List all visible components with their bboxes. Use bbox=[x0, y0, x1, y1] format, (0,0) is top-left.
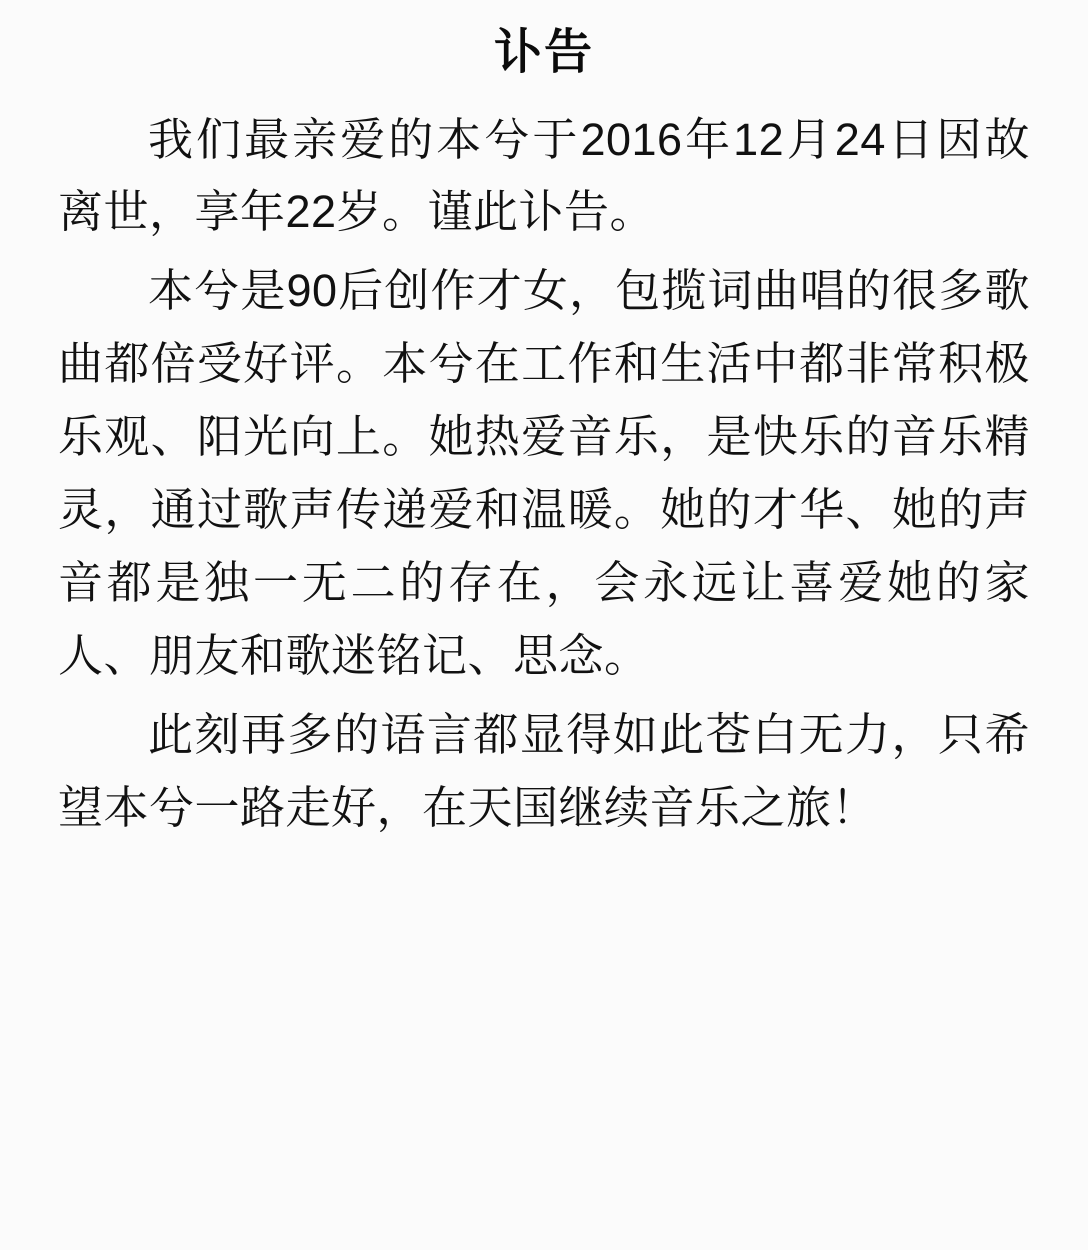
document-body bbox=[58, 104, 1030, 845]
paragraph-3: 此刻再多的语言都显得如此苍白无力，只希望本兮一路走好，在天国继续音乐之旅！ bbox=[58, 708, 1030, 833]
page-title: 讣告 bbox=[493, 26, 594, 79]
paragraph-1: 我们最亲爱的本兮于2016年12月24日因故离世，享年22岁。谨此讣告。 bbox=[58, 113, 1030, 238]
paragraph-2: 本兮是90后创作才女，包揽词曲唱的很多歌曲都倍受好评。本兮在工作和生活中都非常积极乐观、阳光向上。她热爱音乐，是快乐的音乐精灵，通过歌声传递爱和温暖。她的才华、她的声音都是独一无二的存在，会永远让喜爱她的家人、朋友和歌迷铭记、思念。 bbox=[58, 265, 1030, 681]
